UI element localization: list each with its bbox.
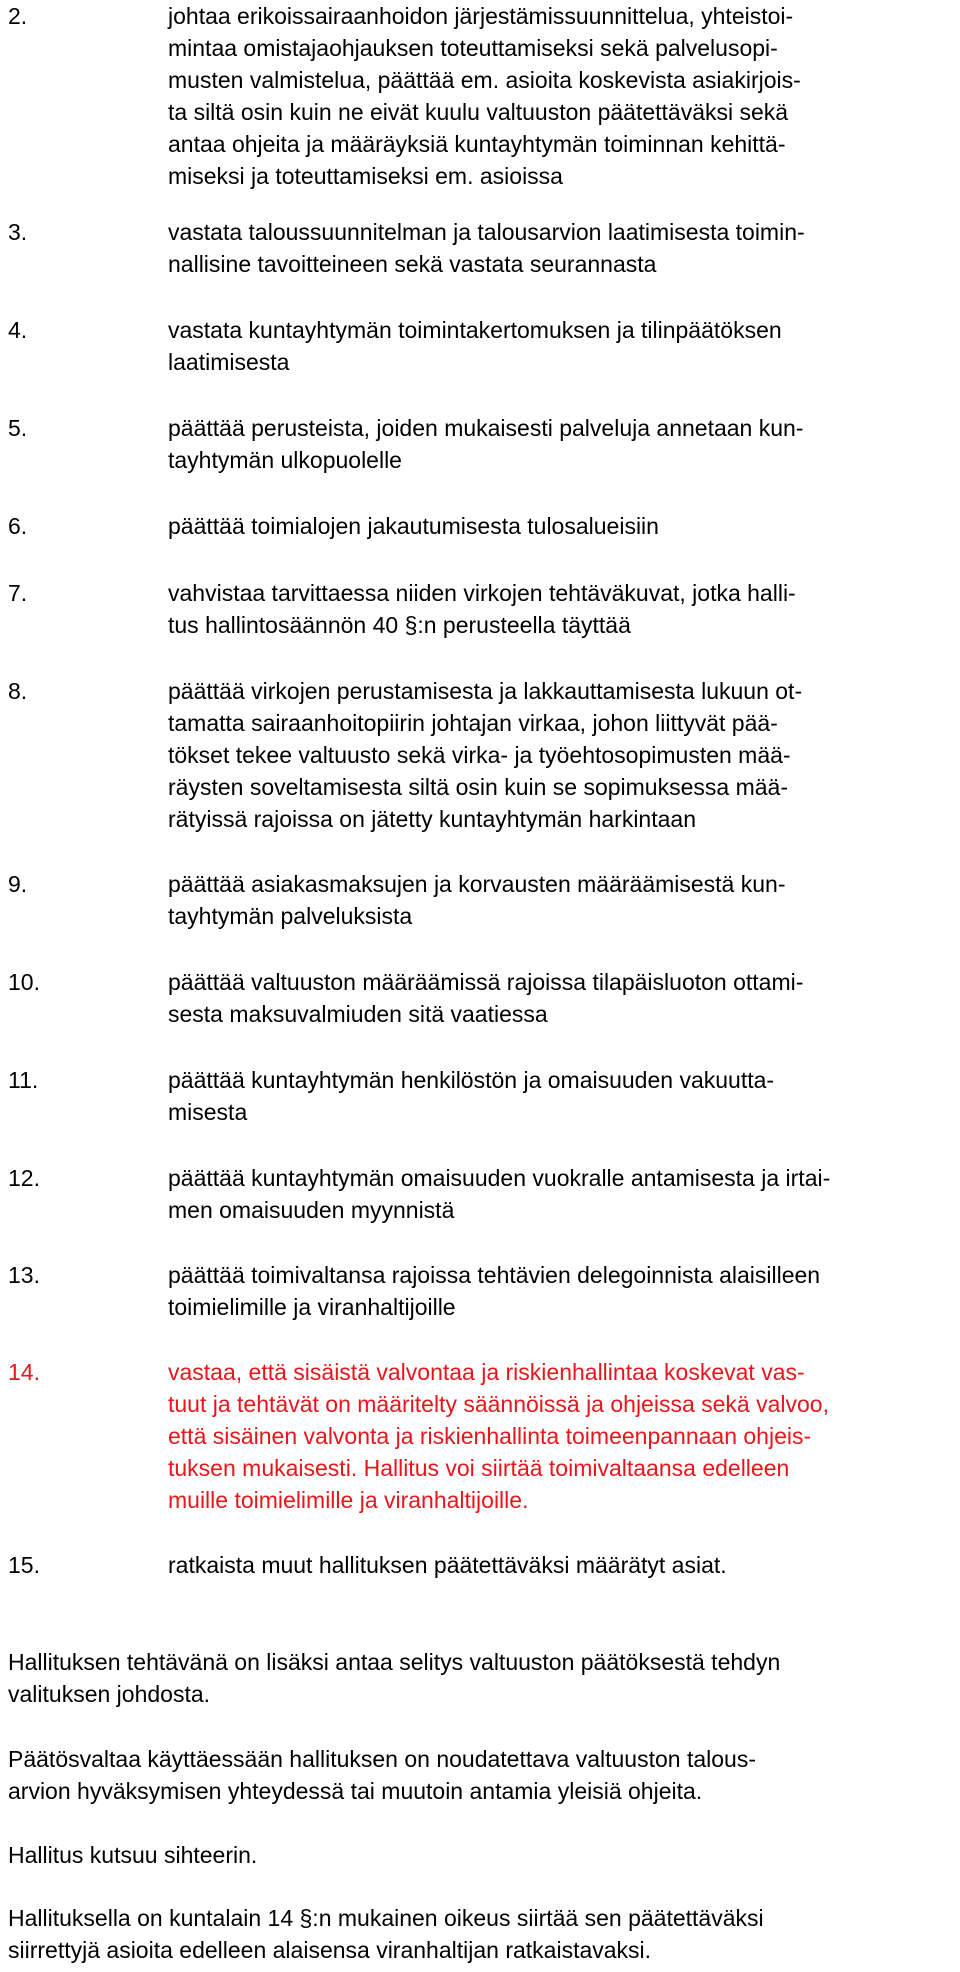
text-line: päättää virkojen perustamisesta ja lakkauttamisesta lukuun ot- <box>168 678 803 704</box>
item-text <box>168 1356 946 1516</box>
text-line: ta siltä osin kuin ne eivät kuulu valtuuston päätettäväksi sekä <box>168 99 789 125</box>
text-line: vastata kuntayhtymän toimintakertomuksen ja tilinpäätöksen <box>168 317 782 343</box>
text-line: toimielimille ja viranhaltijoille <box>168 1294 456 1320</box>
text-line: tuut ja tehtävät on määritelty säännöissä ja ohjeissa sekä valvoo, <box>168 1391 829 1417</box>
text-line: päättää perusteista, joiden mukaisesti palveluja annetaan kun- <box>168 415 804 441</box>
list-item-15 <box>8 1549 946 1581</box>
item-text <box>168 412 946 476</box>
paragraph <box>8 1646 946 1710</box>
text-line: mintaa omistajaohjauksen toteuttamiseksi sekä palvelusopi- <box>168 35 778 61</box>
text-line: tayhtymän palveluksista <box>168 903 413 929</box>
paragraph <box>8 1902 946 1966</box>
text-line: valituksen johdosta. <box>8 1681 211 1707</box>
item-number: 7. <box>8 580 28 606</box>
item-text <box>168 1162 946 1226</box>
list-item-2 <box>8 0 946 192</box>
item-number: 3. <box>8 219 28 245</box>
text-line: laatimisesta <box>168 349 290 375</box>
item-text <box>168 510 946 542</box>
text-line: miseksi ja toteuttamiseksi em. asioissa <box>168 163 563 189</box>
text-line: antaa ohjeita ja määräyksiä kuntayhtymän toiminnan kehittä- <box>168 131 786 157</box>
item-text <box>168 1259 946 1323</box>
list-item-3 <box>8 216 946 280</box>
text-line: Hallitus kutsuu sihteerin. <box>8 1842 258 1868</box>
list-item-9 <box>8 868 946 932</box>
item-text <box>168 868 946 932</box>
item-number: 5. <box>8 415 28 441</box>
item-number: 10. <box>8 969 40 995</box>
list-item-7 <box>8 577 946 641</box>
list-item-12 <box>8 1162 946 1226</box>
text-line: ratkaista muut hallituksen päätettäväksi määrätyt asiat. <box>168 1552 727 1578</box>
list-item-6 <box>8 510 946 542</box>
text-line: tökset tekee valtuusto sekä virka- ja työehtosopimusten mää- <box>168 742 791 768</box>
text-line: että sisäinen valvonta ja riskienhallinta toimeenpannaan ohjeis- <box>168 1423 812 1449</box>
item-number: 8. <box>8 678 28 704</box>
item-number: 9. <box>8 871 28 897</box>
text-line: musten valmistelua, päättää em. asioita koskevista asiakirjois- <box>168 67 801 93</box>
text-line: nallisine tavoitteineen sekä vastata seurannasta <box>168 251 657 277</box>
text-line: päättää toimivaltansa rajoissa tehtävien delegoinnista alaisilleen <box>168 1262 821 1288</box>
item-text <box>168 216 946 280</box>
item-text <box>168 966 946 1030</box>
text-line: men omaisuuden myynnistä <box>168 1197 455 1223</box>
item-number: 15. <box>8 1552 40 1578</box>
text-line: vastata taloussuunnitelman ja talousarvion laatimisesta toimin- <box>168 219 805 245</box>
text-line: johtaa erikoissairaanhoidon järjestämissuunnittelua, yhteistoi- <box>168 3 794 29</box>
item-number: 2. <box>8 3 28 29</box>
text-line: vastaa, että sisäistä valvontaa ja riskienhallintaa koskevat vas- <box>168 1359 805 1385</box>
list-item-14 <box>8 1356 946 1516</box>
item-number: 6. <box>8 513 28 539</box>
list-item-5 <box>8 412 946 476</box>
text-line: tus hallintosäännön 40 §:n perusteella täyttää <box>168 612 631 638</box>
list-item-10 <box>8 966 946 1030</box>
item-text <box>168 577 946 641</box>
list-item-11 <box>8 1064 946 1128</box>
item-text <box>168 0 946 192</box>
text-line: päättää asiakasmaksujen ja korvausten määräämisestä kun- <box>168 871 786 897</box>
paragraph <box>8 1839 946 1871</box>
item-number: 4. <box>8 317 28 343</box>
item-text <box>168 675 946 835</box>
text-line: Hallituksella on kuntalain 14 §:n mukainen oikeus siirtää sen päätettäväksi <box>8 1905 764 1931</box>
item-text <box>168 1549 946 1581</box>
text-line: räysten soveltamisesta siltä osin kuin se sopimuksessa mää- <box>168 774 788 800</box>
text-line: vahvistaa tarvittaessa niiden virkojen tehtäväkuvat, jotka halli- <box>168 580 796 606</box>
list-item-8 <box>8 675 946 835</box>
text-line: tamatta sairaanhoitopiirin johtajan virkaa, johon liittyvät pää- <box>168 710 778 736</box>
text-line: Päätösvaltaa käyttäessään hallituksen on noudatettava valtuuston talous- <box>8 1746 756 1772</box>
paragraph <box>8 1743 946 1807</box>
text-line: siirrettyjä asioita edelleen alaisensa viranhaltijan ratkaistavaksi. <box>8 1937 652 1963</box>
item-number: 12. <box>8 1165 40 1191</box>
text-line: muille toimielimille ja viranhaltijoille. <box>168 1487 529 1513</box>
text-line: rätyissä rajoissa on jätetty kuntayhtymän harkintaan <box>168 806 696 832</box>
list-item-13 <box>8 1259 946 1323</box>
text-line: päättää toimialojen jakautumisesta tulosalueisiin <box>168 513 659 539</box>
item-text <box>168 314 946 378</box>
text-line: päättää valtuuston määräämissä rajoissa tilapäisluoton ottami- <box>168 969 804 995</box>
item-number: 11. <box>8 1067 39 1093</box>
text-line: arvion hyväksymisen yhteydessä tai muutoin antamia yleisiä ohjeita. <box>8 1778 703 1804</box>
text-line: tuksen mukaisesti. Hallitus voi siirtää toimivaltaansa edelleen <box>168 1455 790 1481</box>
text-line: Hallituksen tehtävänä on lisäksi antaa selitys valtuuston päätöksestä tehdyn <box>8 1649 781 1675</box>
item-number: 14. <box>8 1359 40 1385</box>
text-line: misesta <box>168 1099 248 1125</box>
text-line: tayhtymän ulkopuolelle <box>168 447 402 473</box>
text-line: sesta maksuvalmiuden sitä vaatiessa <box>168 1001 548 1027</box>
item-text <box>168 1064 946 1128</box>
item-number: 13. <box>8 1262 40 1288</box>
text-line: päättää kuntayhtymän omaisuuden vuokralle antamisesta ja irtai- <box>168 1165 831 1191</box>
text-line: päättää kuntayhtymän henkilöstön ja omaisuuden vakuutta- <box>168 1067 775 1093</box>
list-item-4 <box>8 314 946 378</box>
